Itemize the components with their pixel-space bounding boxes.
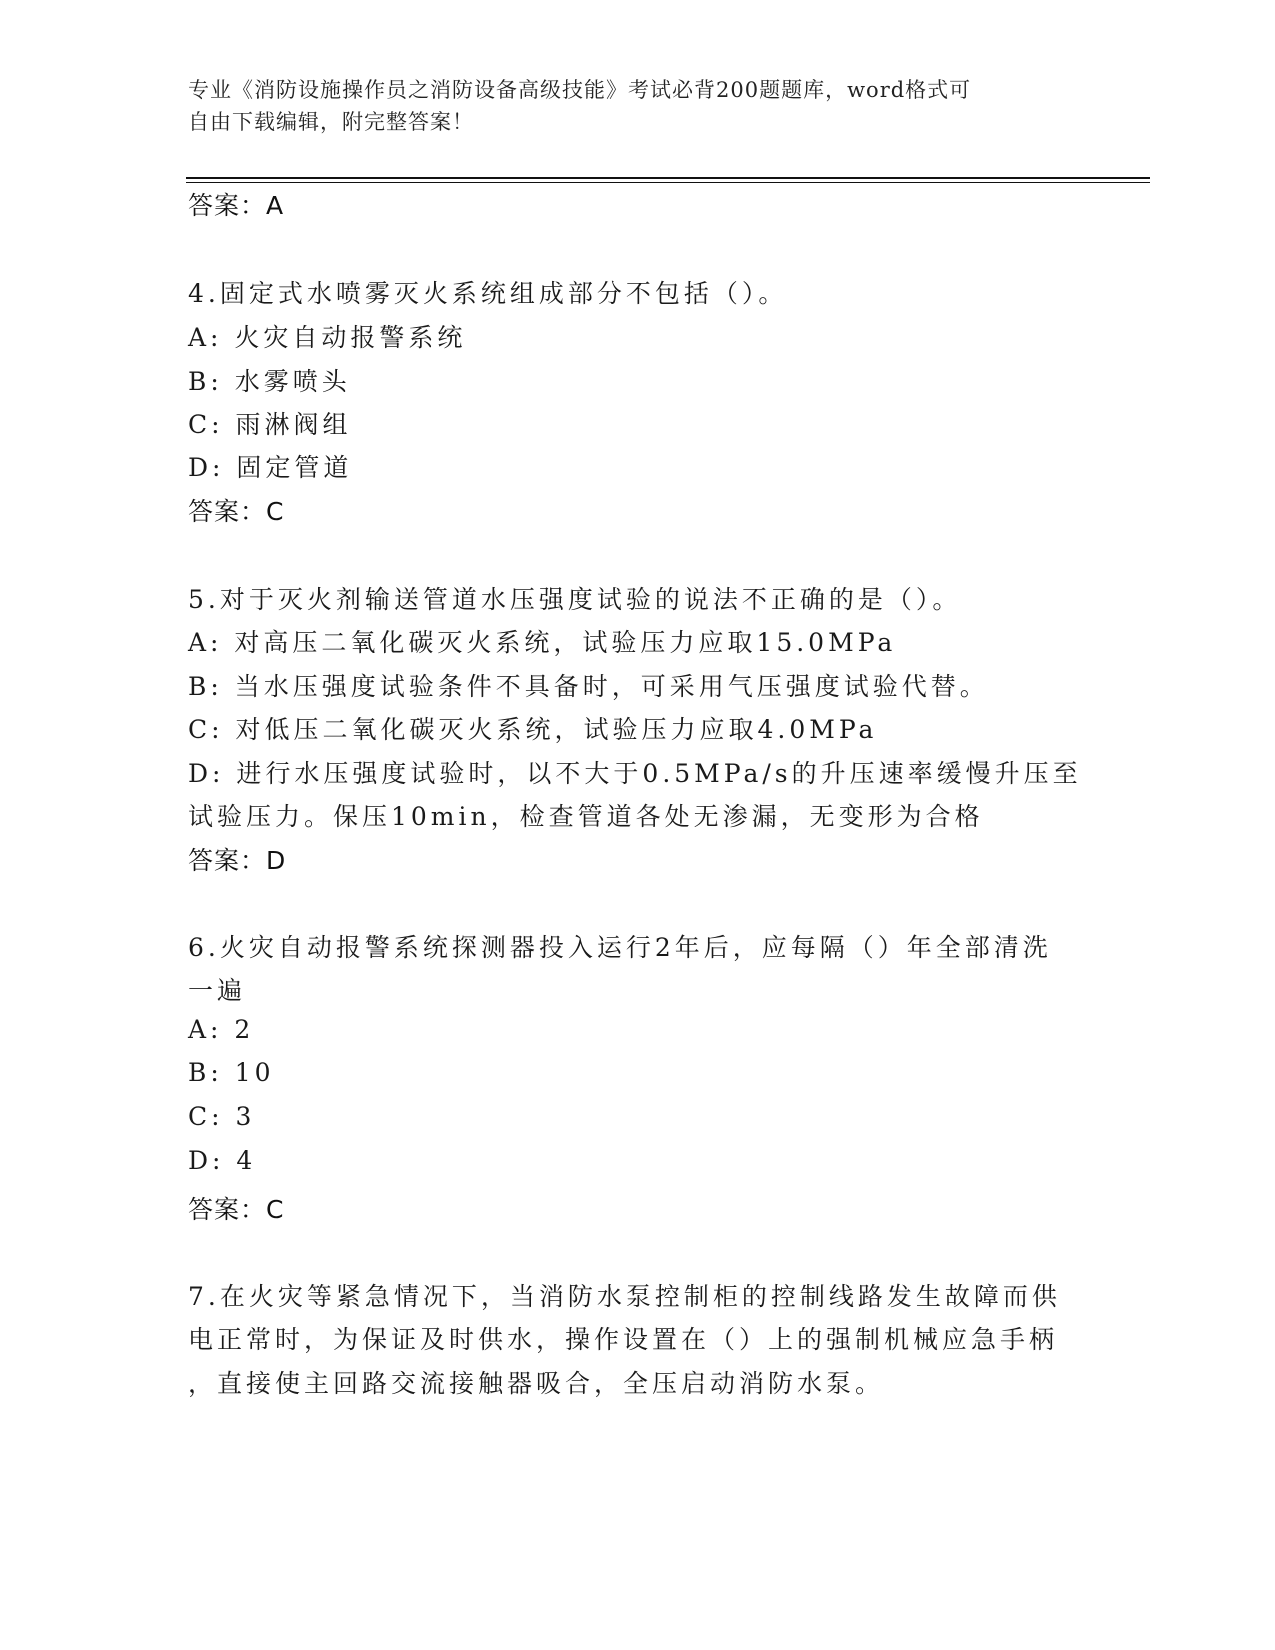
question-6-stem: 6.火灾自动报警系统探测器投入运行2年后，应每隔（）年全部清洗 xyxy=(188,933,1052,962)
answer-prev: 答案：A xyxy=(188,191,285,220)
question-7-stem: 7.在火灾等紧急情况下，当消防水泵控制柜的控制线路发生故障而供 xyxy=(188,1282,1061,1311)
question-4-option-d: D: 固定管道 xyxy=(188,453,353,482)
question-6-option-d: D: 4 xyxy=(188,1146,257,1175)
question-4-option-b: B: 水雾喷头 xyxy=(188,367,351,396)
question-4-stem: 4.固定式水喷雾灭火系统组成部分不包括（）。 xyxy=(188,279,788,308)
question-7-stem-line-3: ，直接使主回路交流接触器吸合，全压启动消防水泵。 xyxy=(188,1369,885,1398)
question-6-answer: 答案：C xyxy=(188,1195,285,1224)
question-5-option-c: C: 对低压二氧化碳灭火系统，试验压力应取4.0MPa xyxy=(188,715,878,744)
question-4-option-c: C: 雨淋阀组 xyxy=(188,410,352,439)
header-line-2: 自由下载编辑，附完整答案！ xyxy=(188,110,474,134)
question-5-stem: 5.对于灭火剂输送管道水压强度试验的说法不正确的是（）。 xyxy=(188,585,962,614)
question-7-stem-line-2: 电正常时，为保证及时供水，操作设置在（）上的强制机械应急手柄 xyxy=(188,1325,1059,1354)
header-divider-thin xyxy=(186,182,1150,183)
question-5-option-d: D: 进行水压强度试验时，以不大于0.5MPa/s的升压速率缓慢升压至 xyxy=(188,759,1082,788)
document-header xyxy=(188,74,1068,138)
question-5-option-b: B: 当水压强度试验条件不具备时，可采用气压强度试验代替。 xyxy=(188,672,989,701)
question-6-option-a: A: 2 xyxy=(188,1015,255,1044)
question-5-option-d-cont: 试验压力。保压10min，检查管道各处无渗漏，无变形为合格 xyxy=(188,802,984,831)
question-6-option-b: B: 10 xyxy=(188,1058,275,1087)
question-6-option-c: C: 3 xyxy=(188,1102,256,1131)
header-line-1: 专业《消防设施操作员之消防设备高级技能》考试必背200题题库，word格式可 xyxy=(188,78,972,102)
question-5-answer: 答案：D xyxy=(188,846,287,875)
question-6-stem-cont: 一遍 xyxy=(188,976,247,1005)
question-4-answer: 答案：C xyxy=(188,497,285,526)
question-4-option-a: A: 火灾自动报警系统 xyxy=(188,323,467,352)
header-divider xyxy=(186,177,1150,179)
question-5-option-a: A: 对高压二氧化碳灭火系统，试验压力应取15.0MPa xyxy=(188,628,897,657)
